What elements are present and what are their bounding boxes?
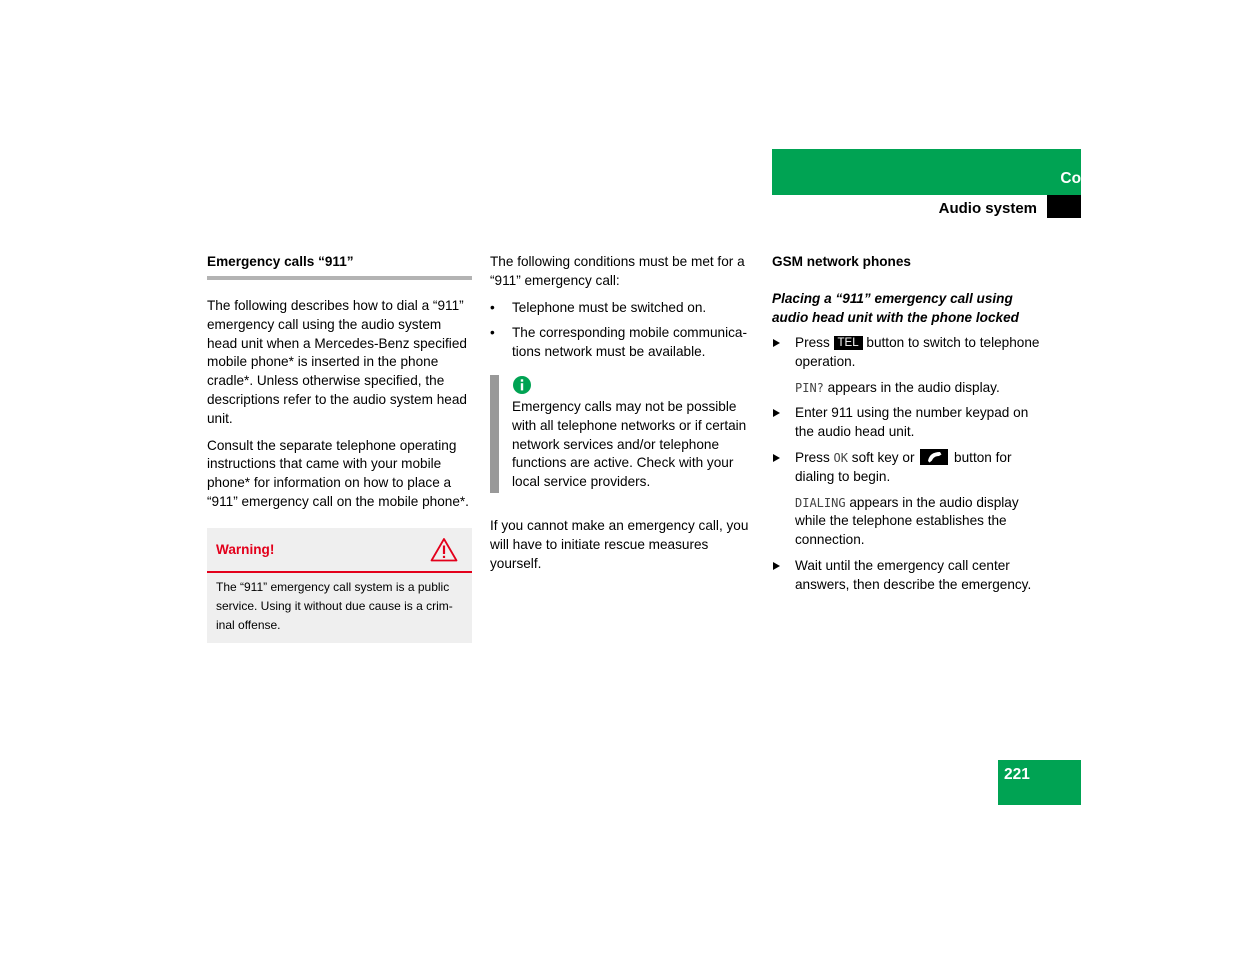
bullet-glyph: • <box>490 299 495 315</box>
section-title: Controls in detail <box>1060 170 1187 187</box>
step-text: button to switch to telephone operation. <box>795 335 1040 369</box>
section-header-bar <box>772 149 1081 195</box>
step-arrow-icon <box>773 339 780 347</box>
info-bar <box>490 375 499 493</box>
step-text: Press <box>795 449 830 465</box>
warning-triangle-icon <box>430 537 458 562</box>
bullet-glyph: • <box>490 325 495 341</box>
page-number: 221 <box>1004 766 1030 783</box>
warning-text: The “911” emergency call system is a public service. Using it without due cause is a crim-inal offense. <box>216 579 453 632</box>
step-text: soft key or <box>851 449 915 465</box>
step-item <box>772 557 1040 595</box>
display-code: OK <box>833 450 848 465</box>
list-item <box>490 299 756 318</box>
display-code: PIN? <box>795 380 824 395</box>
display-note <box>772 494 1040 550</box>
paragraph-consult: Consult the separate telephone operating instructions that came with your mobile phone* for information on how to place a “911” emergency call on the mobile phone*. <box>207 437 469 509</box>
step-text: Press <box>795 335 830 350</box>
step-item <box>772 404 1040 442</box>
heading-gsm: GSM network phones <box>772 254 911 269</box>
info-box <box>490 375 756 493</box>
list-item-text: Telephone must be switched on. <box>512 299 707 315</box>
list-item <box>490 324 756 362</box>
tel-key: TEL <box>834 336 863 350</box>
display-code: DIALING <box>795 495 846 510</box>
paragraph-intro: The following describes how to dial a “911” emergency call using the audio system head unit when a Mercedes-Benz specified mobile phone* is inserted in the phone cradle*. Unless otherwise specified, the descriptions refer to the audio system head unit. <box>207 298 467 426</box>
subsection-marker <box>1047 195 1081 218</box>
warning-header <box>207 528 472 573</box>
info-text: Emergency calls may not be possible with all telephone networks or if certain network services and/or telephone functions are active. Check with your local service providers. <box>512 398 747 490</box>
page-number-box <box>998 760 1081 805</box>
step-item <box>772 334 1040 372</box>
note-text: appears in the audio display. <box>823 379 1000 395</box>
subsection-title: Audio system <box>938 200 1037 217</box>
subheading-placing-call: Placing a “911” emergency call using audio head unit with the phone locked <box>772 291 1019 325</box>
warning-box <box>207 528 472 643</box>
paragraph-rescue: If you cannot make an emergency call, you will have to initiate rescue measures yourself. <box>490 517 749 571</box>
step-text: Enter 911 using the number keypad on the audio head unit. <box>795 405 1029 440</box>
step-arrow-icon <box>773 409 780 417</box>
step-arrow-icon <box>773 454 780 462</box>
step-text: Wait until the emergency call center answers, then describe the emergency. <box>795 557 1032 592</box>
heading-emergency-calls: Emergency calls “911” <box>207 253 472 280</box>
note-text: appears in the audio display while the telephone establishes the connection. <box>795 494 1019 548</box>
step-item <box>772 449 1040 487</box>
step-text: button for dialing to begin. <box>795 449 1012 484</box>
list-item-text: The corresponding mobile communica-tions network must be available. <box>512 325 747 360</box>
column-right <box>772 253 1040 595</box>
column-left <box>207 253 472 643</box>
conditions-intro: The following conditions must be met for a “911” emergency call: <box>490 254 745 288</box>
display-note <box>772 379 1040 398</box>
phone-send-icon <box>920 449 948 465</box>
column-middle <box>490 253 756 573</box>
warning-label: Warning! <box>216 541 275 557</box>
step-arrow-icon <box>773 562 780 570</box>
conditions-list <box>490 299 756 362</box>
info-icon <box>512 375 532 395</box>
